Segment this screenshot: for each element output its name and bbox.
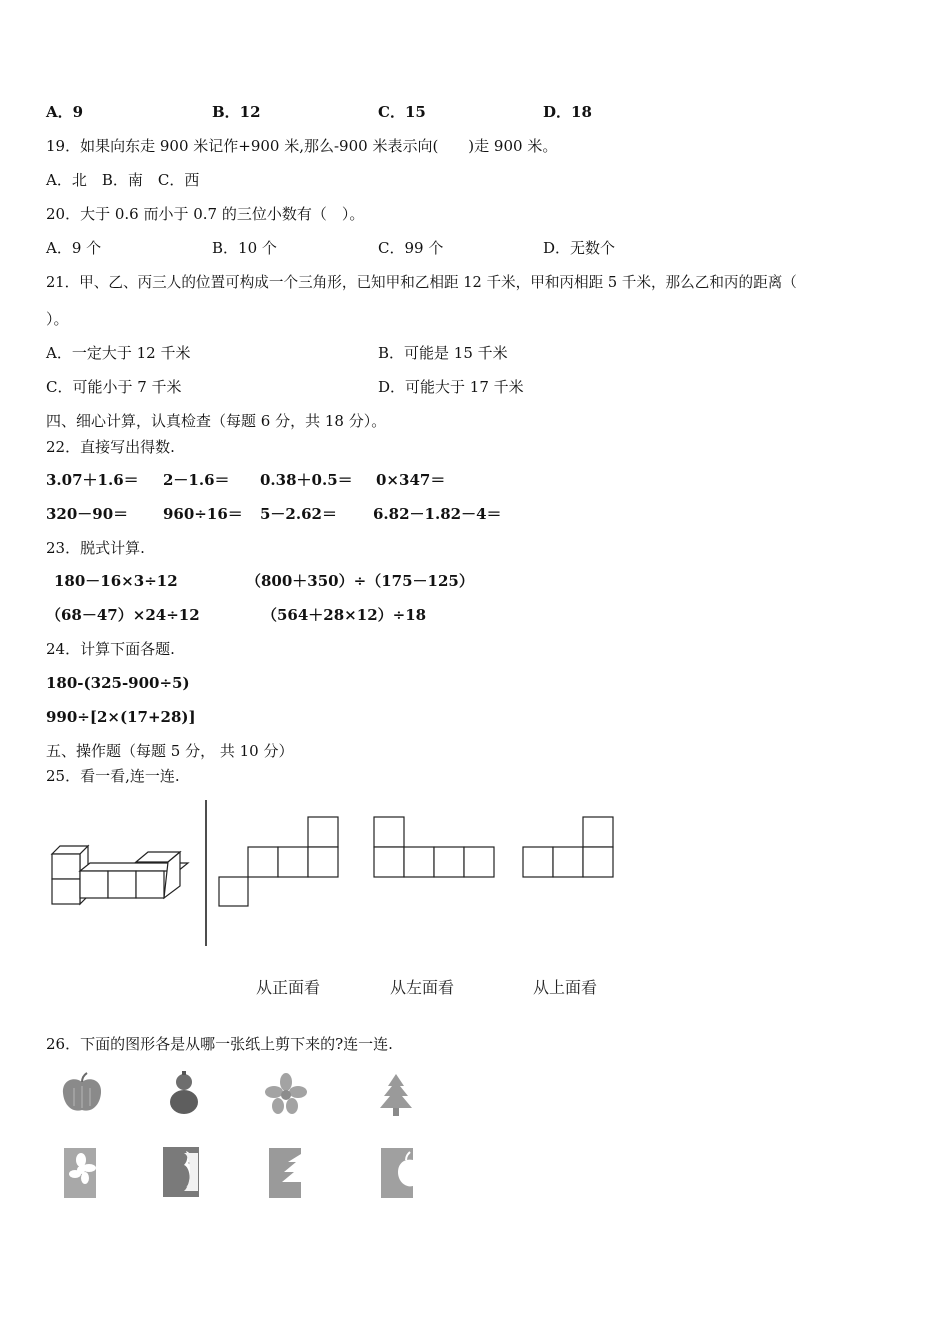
q26-stem: 26．下面的图形各是从哪一张纸上剪下来的?连一连.: [46, 1035, 393, 1053]
view-shape-1[interactable]: [218, 816, 340, 908]
q22-item: 320－90＝: [46, 505, 129, 523]
q25-stem: 25．看一看,连一连.: [46, 767, 180, 785]
q20-stem: 20．大于 0.6 而小于 0.7 的三位小数有（ ）。: [46, 205, 365, 223]
q22-item: 0×347＝: [376, 471, 446, 489]
q22-item: 5－2.62＝: [260, 505, 337, 523]
q21-option-d[interactable]: D．可能大于 17 千米: [378, 378, 524, 396]
q21-option-a[interactable]: A．一定大于 12 千米: [46, 344, 191, 362]
q23-item: 180－16×3÷12: [54, 572, 178, 590]
q18-option-b[interactable]: B．12: [212, 103, 261, 121]
q22-item: 6.82－1.82－4＝: [373, 505, 502, 523]
q23-stem: 23．脱式计算.: [46, 539, 145, 557]
q22-item: 2－1.6＝: [163, 471, 230, 489]
q20-option-b[interactable]: B．10 个: [212, 239, 277, 257]
view-shape-3[interactable]: [521, 816, 615, 880]
q21-stem-line2: ）。: [46, 310, 69, 328]
paper-with-flower-cut-icon[interactable]: [63, 1146, 97, 1200]
q23-item: （800＋350）÷（175－125）: [246, 572, 474, 590]
view-label-front[interactable]: 从正面看: [256, 978, 321, 997]
flower-shape-icon[interactable]: [264, 1072, 308, 1116]
q19-options[interactable]: A．北 B．南 C．西: [46, 171, 200, 189]
divider: [204, 800, 208, 946]
apple-shape-icon[interactable]: [60, 1072, 104, 1116]
section5-title: 五、操作题（每题 5 分， 共 10 分）: [46, 742, 294, 760]
gourd-shape-icon[interactable]: [164, 1070, 204, 1118]
q21-option-c[interactable]: C．可能小于 7 千米: [46, 378, 182, 396]
q23-item: （68－47）×24÷12: [46, 606, 200, 624]
q19-stem: 19．如果向东走 900 米记作+900 米,那么-900 米表示向( )走 900 米。: [46, 137, 558, 155]
section4-title: 四、细心计算，认真检查（每题 6 分，共 18 分）。: [46, 412, 387, 430]
q24-stem: 24．计算下面各题.: [46, 640, 175, 658]
q23-item: （564＋28×12）÷18: [262, 606, 427, 624]
paper-with-apple-cut-icon[interactable]: [380, 1146, 414, 1200]
view-label-left[interactable]: 从左面看: [390, 978, 455, 997]
view-shape-2[interactable]: [372, 816, 496, 880]
paper-with-gourd-cut-icon[interactable]: [162, 1145, 200, 1199]
q18-option-c[interactable]: C．15: [378, 103, 426, 121]
q22-item: 3.07＋1.6＝: [46, 471, 139, 489]
cube-assembly-figure: [48, 840, 188, 910]
q22-stem: 22．直接写出得数.: [46, 438, 175, 456]
q24-item: 990÷[2×(17+28)]: [46, 708, 196, 726]
q18-option-d[interactable]: D．18: [543, 103, 592, 121]
q21-stem-line1: 21．甲、乙、丙三人的位置可构成一个三角形，已知甲和乙相距 12 千米，甲和丙相距 5 千米，那么乙和丙的距离（: [46, 274, 797, 291]
q20-option-a[interactable]: A．9 个: [46, 239, 102, 257]
q20-option-c[interactable]: C．99 个: [378, 239, 444, 257]
q18-option-a[interactable]: A．9: [46, 103, 84, 121]
view-label-top[interactable]: 从上面看: [533, 978, 598, 997]
q22-item: 0.38＋0.5＝: [260, 471, 353, 489]
q21-option-b[interactable]: B．可能是 15 千米: [378, 344, 508, 362]
tree-shape-icon[interactable]: [376, 1072, 416, 1118]
q20-option-d[interactable]: D．无数个: [543, 239, 616, 257]
paper-with-tree-cut-icon[interactable]: [268, 1146, 302, 1200]
q22-item: 960÷16＝: [163, 505, 243, 523]
q24-item: 180-(325-900÷5): [46, 674, 190, 692]
